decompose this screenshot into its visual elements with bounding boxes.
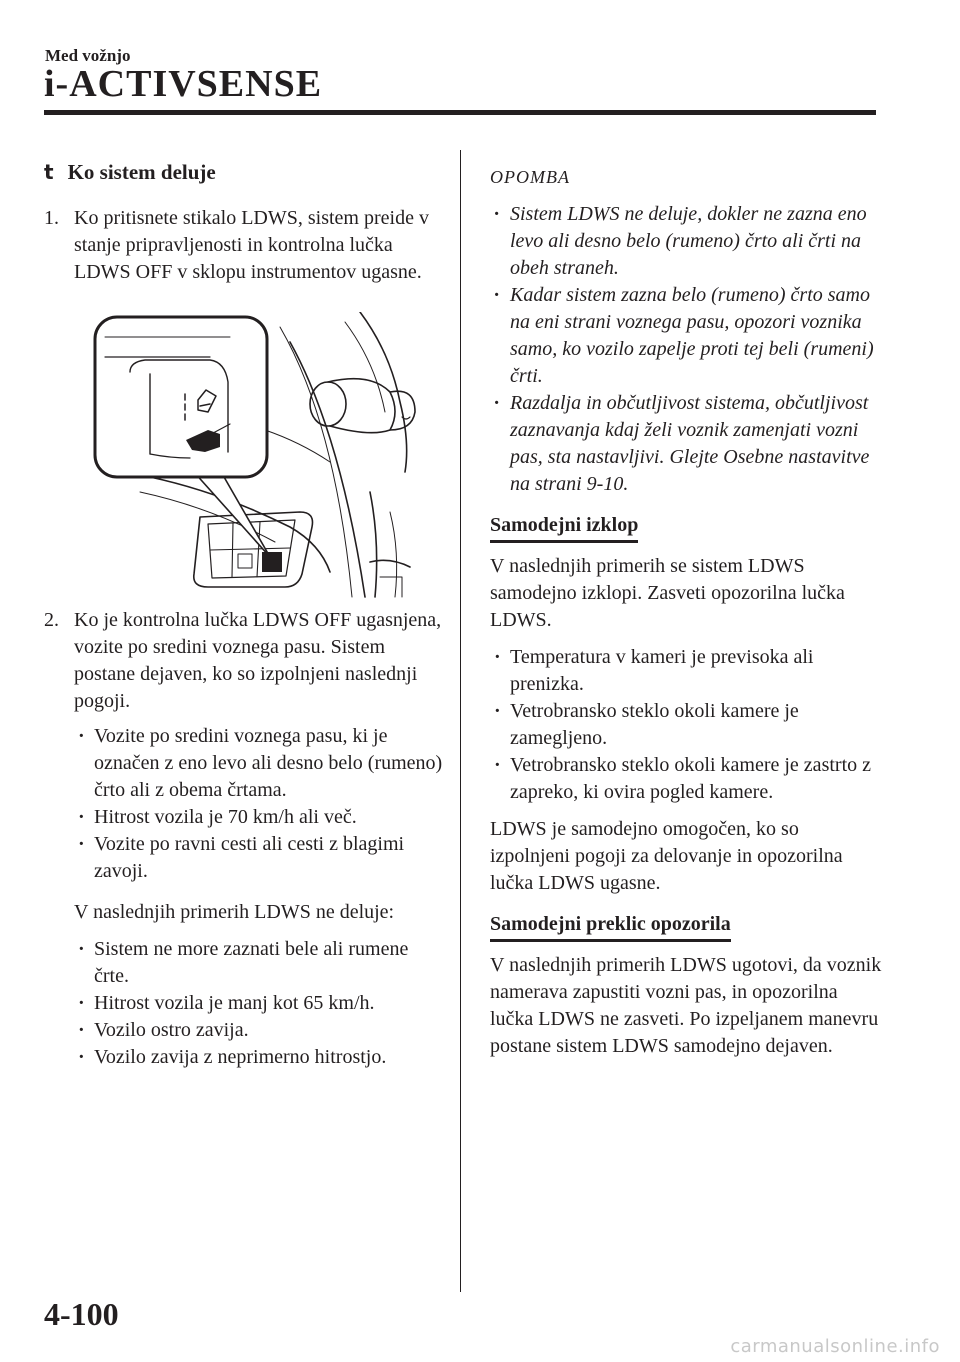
header-rule — [44, 110, 876, 115]
section-label: Med vožnjo — [45, 46, 131, 65]
note-item: · Kadar sistem zazna belo (rumeno) črto samo na eni strani voznega pasu, opozori voznika samo, ko vozilo zapelje proti tej beli (rumeni) črti. — [490, 282, 882, 390]
note-title: OPOMBA — [490, 167, 570, 187]
list-item: · Vozilo ostro zavija. — [74, 1017, 444, 1044]
auto-cancel-text: V naslednjih primerih LDWS ugotovi, da voznik namerava zapustiti vozni pas, in opozorilna lučka LDWS ne zasveti. Po izpeljanem manevru postane sistem LDWS samodejno dejaven. — [490, 954, 882, 1057]
not-working-intro: V naslednjih primerih LDWS ne deluje: — [74, 901, 395, 923]
step-number: 1. — [44, 207, 59, 229]
section-marker: t — [44, 160, 54, 184]
page-title: i-ACTIVSENSE — [44, 63, 323, 105]
column-divider — [460, 150, 461, 1292]
note-item: · Sistem LDWS ne deluje, dokler ne zazna eno levo ali desno belo (rumeno) črto ali črti na obeh straneh. — [490, 201, 882, 282]
step-2 — [44, 607, 444, 715]
page-number: 4-100 — [44, 1296, 119, 1332]
step-1 — [44, 205, 444, 286]
step-number: 2. — [44, 609, 59, 631]
note-list — [490, 201, 882, 498]
section-heading-text: Ko sistem deluje — [67, 160, 216, 184]
not-working-list — [74, 936, 444, 1071]
step-text: Ko je kontrolna lučka LDWS OFF ugasnjena, vozite po sredini voznega pasu. Sistem postane dejaven, ko so izpolnjeni naslednji pogoji. — [74, 609, 442, 712]
left-column — [44, 160, 444, 286]
right-column — [490, 164, 882, 1060]
watermark: carmanualsonline.info — [730, 1336, 940, 1357]
conditions-list — [74, 723, 444, 885]
list-item: · Hitrost vozila je 70 km/h ali več. — [74, 804, 444, 831]
step-text: Ko pritisnete stikalo LDWS, sistem preide v stanje pripravljenosti in kontrolna lučka LDWS OFF v sklopu instrumentov ugasne. — [74, 207, 429, 283]
auto-off-intro: V naslednjih primerih se sistem LDWS samodejno izklopi. Zasveti opozorilna lučka LDWS. — [490, 555, 845, 631]
auto-off-list — [490, 644, 882, 806]
list-item: · Vozite po ravni cesti ali cesti z blagimi zavoji. — [74, 831, 444, 885]
auto-off-outro: LDWS je samodejno omogočen, ko so izpolnjeni pogoji za delovanje in opozorilna lučka LDWS ugasne. — [490, 818, 843, 894]
list-item: · Vetrobransko steklo okoli kamere je zastrto z zapreko, ki ovira pogled kamere. — [490, 752, 882, 806]
list-item: · Vetrobransko steklo okoli kamere je zamegljeno. — [490, 698, 882, 752]
list-item: · Hitrost vozila je manj kot 65 km/h. — [74, 990, 444, 1017]
list-item: · Temperatura v kameri je previsoka ali prenizka. — [490, 644, 882, 698]
left-column-lower — [44, 607, 444, 1071]
note-item: · Razdalja in občutljivost sistema, občutljivost zaznavanja kdaj želi voznik zamenjati vozni pas, sta nastavljivi. Glejte Osebne nastavitve na strani 9-10. — [490, 390, 882, 498]
list-item: · Vozite po sredini voznega pasu, ki je označen z eno levo ali desno belo (rumeno) črto ali z obema črtama. — [74, 723, 444, 804]
section-heading — [44, 160, 444, 185]
auto-cancel-heading: Samodejni preklic opozorila — [490, 911, 731, 942]
auto-off-heading: Samodejni izklop — [490, 512, 638, 543]
list-item: · Vozilo zavija z neprimerno hitrostjo. — [74, 1044, 444, 1071]
list-item: · Sistem ne more zaznati bele ali rumene črte. — [74, 936, 444, 990]
ldws-switch-illustration — [90, 312, 420, 602]
